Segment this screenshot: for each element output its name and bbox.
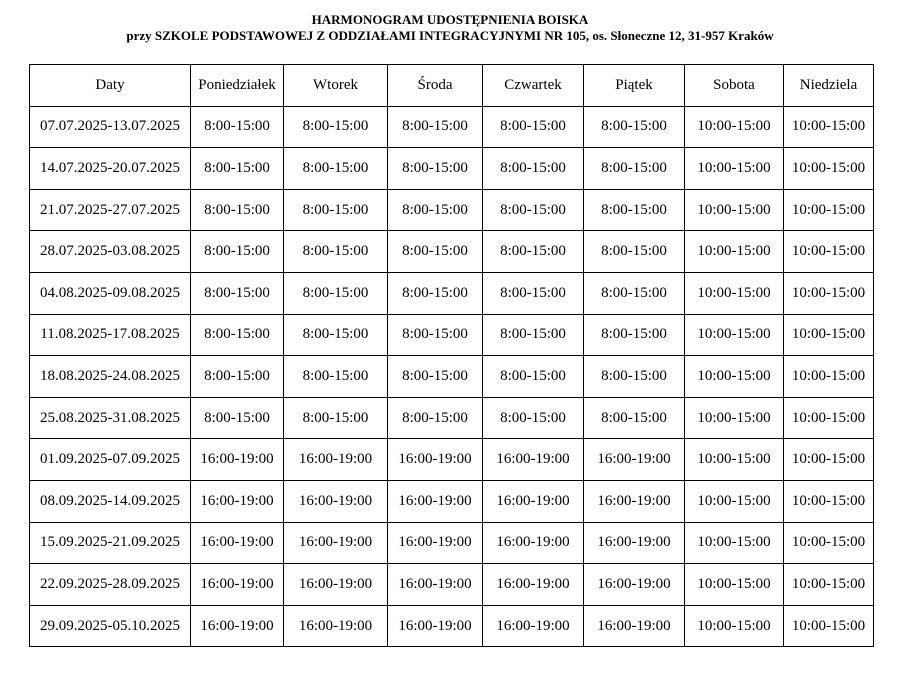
hours-cell-thursday: 8:00-15:00 bbox=[483, 272, 584, 314]
hours-cell-thursday: 8:00-15:00 bbox=[483, 356, 584, 398]
hours-cell-sunday: 10:00-15:00 bbox=[784, 439, 874, 481]
hours-cell-thursday: 8:00-15:00 bbox=[483, 189, 584, 231]
date-range-cell: 22.09.2025-28.09.2025 bbox=[30, 564, 191, 606]
hours-cell-wednesday: 8:00-15:00 bbox=[388, 356, 483, 398]
hours-cell-wednesday: 8:00-15:00 bbox=[388, 272, 483, 314]
table-body bbox=[30, 106, 874, 647]
hours-cell-thursday: 16:00-19:00 bbox=[483, 605, 584, 647]
title-line-1: HARMONOGRAM UDOSTĘPNIENIA BOISKA bbox=[311, 12, 589, 27]
table-row bbox=[30, 148, 874, 190]
hours-cell-thursday: 8:00-15:00 bbox=[483, 231, 584, 273]
hours-cell-saturday: 10:00-15:00 bbox=[685, 189, 784, 231]
table-row bbox=[30, 480, 874, 522]
hours-cell-sunday: 10:00-15:00 bbox=[784, 272, 874, 314]
date-range-cell: 29.09.2025-05.10.2025 bbox=[30, 605, 191, 647]
hours-cell-wednesday: 16:00-19:00 bbox=[388, 564, 483, 606]
hours-cell-saturday: 10:00-15:00 bbox=[685, 272, 784, 314]
table-row bbox=[30, 106, 874, 148]
column-header-saturday: Sobota bbox=[685, 65, 784, 107]
date-range-cell: 08.09.2025-14.09.2025 bbox=[30, 480, 191, 522]
table-row bbox=[30, 439, 874, 481]
hours-cell-wednesday: 8:00-15:00 bbox=[388, 106, 483, 148]
hours-cell-wednesday: 16:00-19:00 bbox=[388, 439, 483, 481]
hours-cell-monday: 8:00-15:00 bbox=[191, 356, 284, 398]
header-row bbox=[30, 65, 874, 107]
document-title bbox=[0, 12, 900, 44]
date-range-cell: 18.08.2025-24.08.2025 bbox=[30, 356, 191, 398]
hours-cell-tuesday: 8:00-15:00 bbox=[284, 106, 388, 148]
date-range-cell: 01.09.2025-07.09.2025 bbox=[30, 439, 191, 481]
hours-cell-monday: 16:00-19:00 bbox=[191, 522, 284, 564]
table-row bbox=[30, 272, 874, 314]
hours-cell-thursday: 8:00-15:00 bbox=[483, 106, 584, 148]
hours-cell-saturday: 10:00-15:00 bbox=[685, 356, 784, 398]
hours-cell-sunday: 10:00-15:00 bbox=[784, 522, 874, 564]
hours-cell-monday: 8:00-15:00 bbox=[191, 148, 284, 190]
hours-cell-friday: 16:00-19:00 bbox=[584, 522, 685, 564]
hours-cell-friday: 16:00-19:00 bbox=[584, 439, 685, 481]
date-range-cell: 28.07.2025-03.08.2025 bbox=[30, 231, 191, 273]
hours-cell-tuesday: 8:00-15:00 bbox=[284, 314, 388, 356]
hours-cell-saturday: 10:00-15:00 bbox=[685, 397, 784, 439]
hours-cell-thursday: 8:00-15:00 bbox=[483, 148, 584, 190]
hours-cell-wednesday: 8:00-15:00 bbox=[388, 148, 483, 190]
column-header-thursday: Czwartek bbox=[483, 65, 584, 107]
hours-cell-thursday: 16:00-19:00 bbox=[483, 439, 584, 481]
hours-cell-friday: 16:00-19:00 bbox=[584, 605, 685, 647]
table-row bbox=[30, 397, 874, 439]
column-header-sunday: Niedziela bbox=[784, 65, 874, 107]
hours-cell-saturday: 10:00-15:00 bbox=[685, 522, 784, 564]
hours-cell-saturday: 10:00-15:00 bbox=[685, 480, 784, 522]
hours-cell-saturday: 10:00-15:00 bbox=[685, 106, 784, 148]
hours-cell-wednesday: 8:00-15:00 bbox=[388, 231, 483, 273]
hours-cell-friday: 16:00-19:00 bbox=[584, 564, 685, 606]
hours-cell-tuesday: 8:00-15:00 bbox=[284, 148, 388, 190]
hours-cell-tuesday: 8:00-15:00 bbox=[284, 356, 388, 398]
hours-cell-monday: 8:00-15:00 bbox=[191, 231, 284, 273]
hours-cell-tuesday: 16:00-19:00 bbox=[284, 564, 388, 606]
date-range-cell: 25.08.2025-31.08.2025 bbox=[30, 397, 191, 439]
hours-cell-monday: 8:00-15:00 bbox=[191, 314, 284, 356]
hours-cell-thursday: 16:00-19:00 bbox=[483, 564, 584, 606]
date-range-cell: 07.07.2025-13.07.2025 bbox=[30, 106, 191, 148]
hours-cell-tuesday: 8:00-15:00 bbox=[284, 231, 388, 273]
title-line-2: przy SZKOLE PODSTAWOWEJ Z ODDZIAŁAMI INTEGRACYJNYMI NR 105, os. Słoneczne 12, 31-957 Kraków bbox=[126, 28, 774, 43]
column-header-wednesday: Środa bbox=[388, 65, 483, 107]
date-range-cell: 15.09.2025-21.09.2025 bbox=[30, 522, 191, 564]
hours-cell-tuesday: 16:00-19:00 bbox=[284, 439, 388, 481]
hours-cell-thursday: 8:00-15:00 bbox=[483, 397, 584, 439]
date-range-cell: 21.07.2025-27.07.2025 bbox=[30, 189, 191, 231]
hours-cell-friday: 16:00-19:00 bbox=[584, 480, 685, 522]
hours-cell-sunday: 10:00-15:00 bbox=[784, 148, 874, 190]
table-row bbox=[30, 356, 874, 398]
hours-cell-thursday: 16:00-19:00 bbox=[483, 522, 584, 564]
date-range-cell: 04.08.2025-09.08.2025 bbox=[30, 272, 191, 314]
hours-cell-sunday: 10:00-15:00 bbox=[784, 231, 874, 273]
hours-cell-tuesday: 16:00-19:00 bbox=[284, 522, 388, 564]
hours-cell-tuesday: 16:00-19:00 bbox=[284, 480, 388, 522]
hours-cell-monday: 16:00-19:00 bbox=[191, 439, 284, 481]
hours-cell-friday: 8:00-15:00 bbox=[584, 314, 685, 356]
column-header-tuesday: Wtorek bbox=[284, 65, 388, 107]
hours-cell-monday: 16:00-19:00 bbox=[191, 480, 284, 522]
hours-cell-wednesday: 8:00-15:00 bbox=[388, 314, 483, 356]
hours-cell-friday: 8:00-15:00 bbox=[584, 231, 685, 273]
hours-cell-friday: 8:00-15:00 bbox=[584, 106, 685, 148]
column-header-monday: Poniedziałek bbox=[191, 65, 284, 107]
hours-cell-saturday: 10:00-15:00 bbox=[685, 231, 784, 273]
hours-cell-sunday: 10:00-15:00 bbox=[784, 106, 874, 148]
table-row bbox=[30, 522, 874, 564]
hours-cell-sunday: 10:00-15:00 bbox=[784, 564, 874, 606]
hours-cell-friday: 8:00-15:00 bbox=[584, 272, 685, 314]
hours-cell-sunday: 10:00-15:00 bbox=[784, 356, 874, 398]
date-range-cell: 11.08.2025-17.08.2025 bbox=[30, 314, 191, 356]
hours-cell-tuesday: 8:00-15:00 bbox=[284, 272, 388, 314]
hours-cell-tuesday: 8:00-15:00 bbox=[284, 189, 388, 231]
hours-cell-saturday: 10:00-15:00 bbox=[685, 314, 784, 356]
hours-cell-monday: 16:00-19:00 bbox=[191, 605, 284, 647]
hours-cell-friday: 8:00-15:00 bbox=[584, 356, 685, 398]
hours-cell-monday: 8:00-15:00 bbox=[191, 106, 284, 148]
hours-cell-wednesday: 8:00-15:00 bbox=[388, 397, 483, 439]
hours-cell-wednesday: 16:00-19:00 bbox=[388, 605, 483, 647]
hours-cell-sunday: 10:00-15:00 bbox=[784, 314, 874, 356]
hours-cell-monday: 8:00-15:00 bbox=[191, 272, 284, 314]
hours-cell-friday: 8:00-15:00 bbox=[584, 397, 685, 439]
hours-cell-saturday: 10:00-15:00 bbox=[685, 564, 784, 606]
hours-cell-saturday: 10:00-15:00 bbox=[685, 605, 784, 647]
hours-cell-thursday: 8:00-15:00 bbox=[483, 314, 584, 356]
column-header-dates: Daty bbox=[30, 65, 191, 107]
date-range-cell: 14.07.2025-20.07.2025 bbox=[30, 148, 191, 190]
hours-cell-sunday: 10:00-15:00 bbox=[784, 189, 874, 231]
hours-cell-wednesday: 8:00-15:00 bbox=[388, 189, 483, 231]
table-row bbox=[30, 314, 874, 356]
hours-cell-saturday: 10:00-15:00 bbox=[685, 148, 784, 190]
hours-cell-thursday: 16:00-19:00 bbox=[483, 480, 584, 522]
hours-cell-friday: 8:00-15:00 bbox=[584, 189, 685, 231]
table-row bbox=[30, 231, 874, 273]
hours-cell-monday: 16:00-19:00 bbox=[191, 564, 284, 606]
column-header-friday: Piątek bbox=[584, 65, 685, 107]
table-row bbox=[30, 605, 874, 647]
hours-cell-monday: 8:00-15:00 bbox=[191, 397, 284, 439]
hours-cell-tuesday: 16:00-19:00 bbox=[284, 605, 388, 647]
table-row bbox=[30, 564, 874, 606]
hours-cell-wednesday: 16:00-19:00 bbox=[388, 480, 483, 522]
schedule-table bbox=[29, 64, 874, 647]
hours-cell-sunday: 10:00-15:00 bbox=[784, 480, 874, 522]
hours-cell-wednesday: 16:00-19:00 bbox=[388, 522, 483, 564]
hours-cell-sunday: 10:00-15:00 bbox=[784, 397, 874, 439]
hours-cell-monday: 8:00-15:00 bbox=[191, 189, 284, 231]
table-row bbox=[30, 189, 874, 231]
hours-cell-friday: 8:00-15:00 bbox=[584, 148, 685, 190]
hours-cell-tuesday: 8:00-15:00 bbox=[284, 397, 388, 439]
hours-cell-sunday: 10:00-15:00 bbox=[784, 605, 874, 647]
hours-cell-saturday: 10:00-15:00 bbox=[685, 439, 784, 481]
